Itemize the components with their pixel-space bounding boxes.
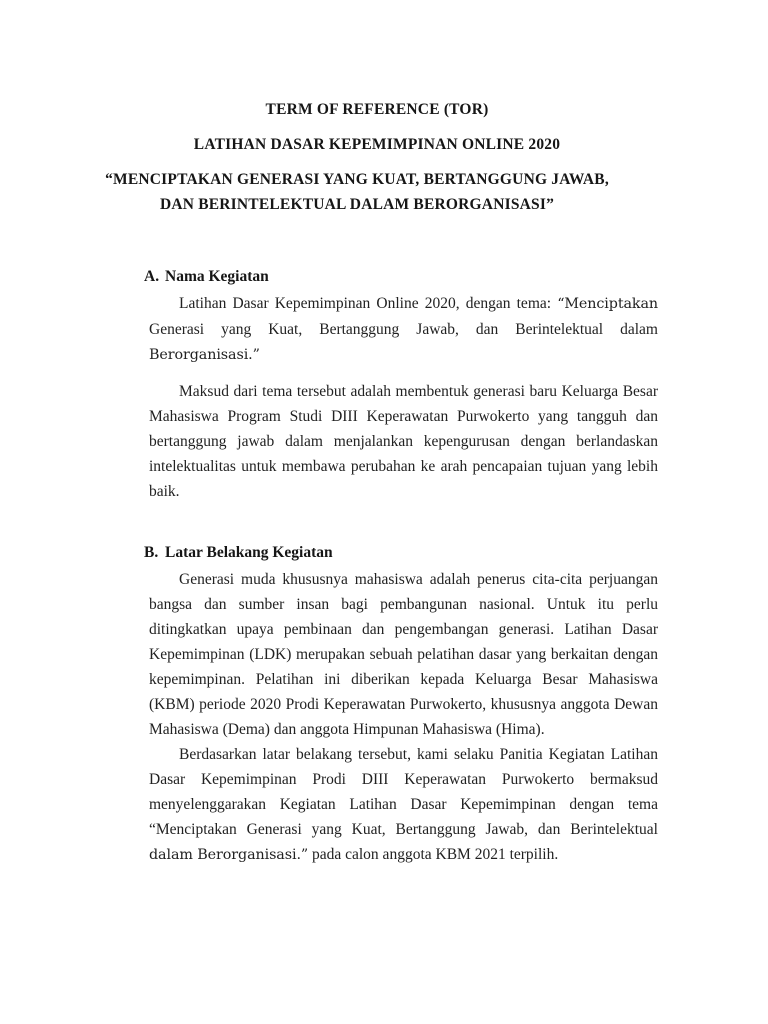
section-nama-kegiatan <box>144 264 658 504</box>
section-heading-label: Nama Kegiatan <box>165 268 269 285</box>
section-heading <box>144 540 658 565</box>
doc-main-title: TERM OF REFERENCE (TOR) <box>265 101 489 118</box>
doc-event-title: LATIHAN DASAR KEPEMIMPINAN ONLINE 2020 <box>193 136 561 153</box>
text-run: Berdasarkan latar belakang tersebut, kami selaku Panitia Kegiatan Latihan Dasar Kepemimpinan Prodi DIII Keperawatan Purwokerto bermaksud menyelenggarakan Kegiatan Latihan Dasar Kepemimpinan dengan tema “Menciptakan Generasi yang Kuat, Bertanggung Jawab, dan Berintelektual <box>149 746 658 838</box>
text-run: pada calon anggota KBM 2021 terpilih. <box>308 846 559 863</box>
text-run: Generasi yang Kuat, Bertanggung Jawab, dan Berintelektual dalam <box>149 321 658 338</box>
text-run: Maksud dari tema tersebut adalah membentuk generasi baru Keluarga Besar Mahasiswa Program Studi DIII Keperawatan Purwokerto yang tangguh dan bertanggung jawab dalam menjalankan kepengurusan dengan berlandaskan intelektualitas untuk membawa perubahan ke arah pencapaian tujuan yang lebih baik. <box>149 383 658 500</box>
section-heading <box>144 264 658 289</box>
paragraph <box>149 567 658 742</box>
text-run-alt: “Menciptakan <box>557 296 658 312</box>
section-marker: A. <box>144 268 160 285</box>
paragraph <box>149 379 658 504</box>
text-run-alt: dalam Berorganisasi.” <box>149 847 309 863</box>
section-heading-label: Latar Belakang Kegiatan <box>165 544 333 561</box>
doc-theme-quote-line1: “MENCIPTAKAN GENERASI YANG KUAT, BERTANGGUNG JAWAB, <box>105 171 609 188</box>
paragraph <box>149 742 658 868</box>
text-run: Generasi muda khususnya mahasiswa adalah penerus cita-cita perjuangan bangsa dan sumber insan bagi pembangunan nasional. Untuk itu perlu ditingkatkan upaya pembinaan dan pengembangan generasi. Latihan Dasar Kepemimpinan (LDK) merupakan sebuah pelatihan dasar yang berkaitan dengan kepemimpinan. Pelatihan ini diberikan kepada Keluarga Besar Mahasiswa (KBM) periode 2020 Prodi Keperawatan Purwokerto, khususnya anggota Dewan Mahasiswa (Dema) dan anggota Himpunan Mahasiswa (Hima). <box>149 571 658 738</box>
doc-theme-quote-line2: DAN BERINTELEKTUAL DALAM BERORGANISASI” <box>159 196 555 213</box>
text-run: Latihan Dasar Kepemimpinan Online 2020, dengan tema: <box>179 295 558 312</box>
text-run-alt: Berorganisasi.” <box>149 347 260 363</box>
section-latar-belakang <box>144 540 658 868</box>
document-content <box>96 97 658 868</box>
paragraph <box>149 291 658 368</box>
doc-theme-quote <box>96 167 618 217</box>
section-marker: B. <box>144 544 159 561</box>
